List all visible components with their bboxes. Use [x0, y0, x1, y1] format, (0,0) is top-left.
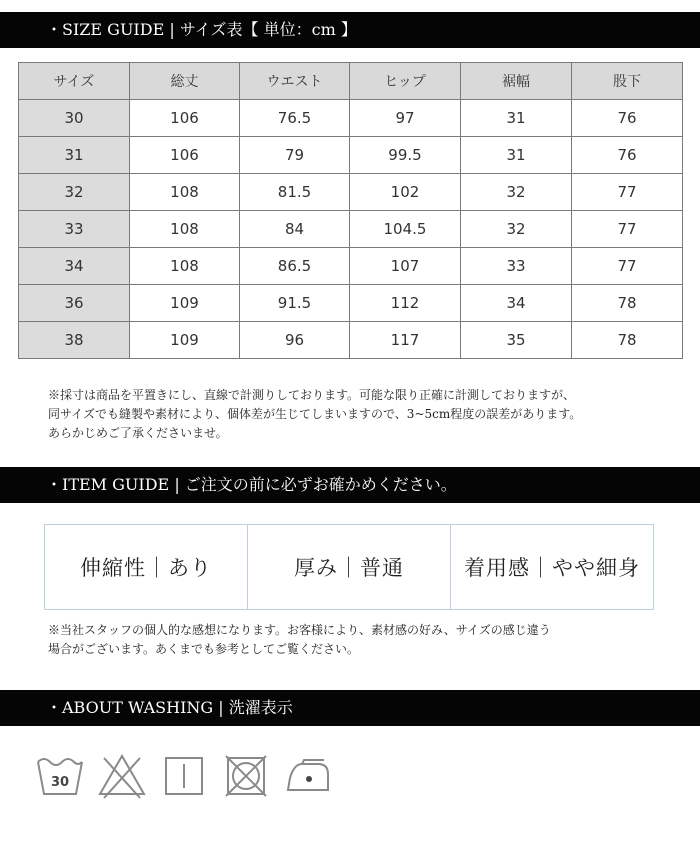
table-row [19, 100, 683, 137]
cell-waist: 81.5 [240, 174, 350, 211]
table-row [19, 322, 683, 359]
cell-total-length: 106 [130, 137, 240, 174]
cell-hem-width: 34 [461, 285, 572, 322]
no-bleach-icon [96, 750, 148, 802]
size-note [48, 386, 581, 443]
header-waist: ウエスト [240, 63, 350, 100]
header-inseam: 股下 [572, 63, 683, 100]
size-table-header-row [19, 63, 683, 100]
cell-waist: 96 [240, 322, 350, 359]
line-dry-icon [158, 750, 210, 802]
table-row [19, 285, 683, 322]
cell-total-length: 108 [130, 248, 240, 285]
iron-low-icon [282, 750, 334, 802]
cell-waist: 91.5 [240, 285, 350, 322]
table-row [19, 211, 683, 248]
cell-hip: 117 [350, 322, 461, 359]
cell-hip: 107 [350, 248, 461, 285]
cell-waist: 79 [240, 137, 350, 174]
header-hem-width: 裾幅 [461, 63, 572, 100]
item-stretch: 伸縮性｜あり [80, 556, 212, 580]
washing-icons [34, 746, 344, 806]
header-total-length: 総丈 [130, 63, 240, 100]
cell-inseam: 76 [572, 137, 683, 174]
cell-inseam: 77 [572, 211, 683, 248]
cell-inseam: 77 [572, 248, 683, 285]
cell-size: 30 [19, 100, 130, 137]
cell-total-length: 108 [130, 211, 240, 248]
cell-hem-width: 31 [461, 100, 572, 137]
size-guide-title: ・SIZE GUIDE | サイズ表【 単位：cm 】 [46, 20, 357, 39]
cell-total-length: 108 [130, 174, 240, 211]
item-thickness: 厚み｜普通 [247, 525, 450, 609]
cell-waist: 84 [240, 211, 350, 248]
cell-inseam: 78 [572, 285, 683, 322]
item-guide-box [44, 524, 654, 610]
table-row [19, 174, 683, 211]
cell-size: 34 [19, 248, 130, 285]
cell-hip: 99.5 [350, 137, 461, 174]
cell-hem-width: 32 [461, 211, 572, 248]
cell-total-length: 109 [130, 322, 240, 359]
wash-temp-label: 30 [50, 775, 70, 790]
cell-inseam: 78 [572, 322, 683, 359]
cell-hip: 104.5 [350, 211, 461, 248]
cell-total-length: 109 [130, 285, 240, 322]
no-tumble-dry-icon [220, 750, 272, 802]
item-guide-title: ・ITEM GUIDE | ご注文の前に必ずお確かめください。 [46, 475, 457, 494]
size-table [18, 62, 683, 359]
cell-hip: 97 [350, 100, 461, 137]
table-row [19, 137, 683, 174]
item-note [48, 621, 551, 659]
cell-waist: 86.5 [240, 248, 350, 285]
size-note-line: あらかじめご了承くださいませ。 [48, 426, 228, 440]
cell-size: 33 [19, 211, 130, 248]
cell-hem-width: 35 [461, 322, 572, 359]
cell-size: 38 [19, 322, 130, 359]
cell-hem-width: 33 [461, 248, 572, 285]
cell-hem-width: 31 [461, 137, 572, 174]
wash-30-icon [34, 750, 86, 802]
cell-inseam: 76 [572, 100, 683, 137]
item-note-line: ※当社スタッフの個人的な感想になります。お客様により、素材感の好み、サイズの感じ違う [48, 623, 551, 637]
cell-total-length: 106 [130, 100, 240, 137]
cell-inseam: 77 [572, 174, 683, 211]
cell-size: 32 [19, 174, 130, 211]
item-guide-header [0, 467, 700, 503]
header-hip: ヒップ [350, 63, 461, 100]
cell-hip: 102 [350, 174, 461, 211]
cell-hem-width: 32 [461, 174, 572, 211]
washing-title: ・ABOUT WASHING | 洗濯表示 [46, 698, 293, 717]
size-note-line: 同サイズでも縫製や素材により、個体差が生じてしまいますので、3~5cm程度の誤差があります。 [48, 407, 582, 421]
cell-hip: 112 [350, 285, 461, 322]
cell-size: 31 [19, 137, 130, 174]
cell-waist: 76.5 [240, 100, 350, 137]
size-note-line: ※採寸は商品を平置きにし、直線で計測りしております。可能な限り正確に計測しておりますが、 [48, 388, 576, 402]
header-size: サイズ [19, 63, 130, 100]
item-note-line: 場合がございます。あくまでも参考としてご覧ください。 [48, 642, 360, 656]
table-row [19, 248, 683, 285]
washing-header [0, 690, 700, 726]
size-guide-header [0, 12, 700, 48]
item-fit: 着用感｜やや細身 [450, 525, 653, 609]
cell-size: 36 [19, 285, 130, 322]
